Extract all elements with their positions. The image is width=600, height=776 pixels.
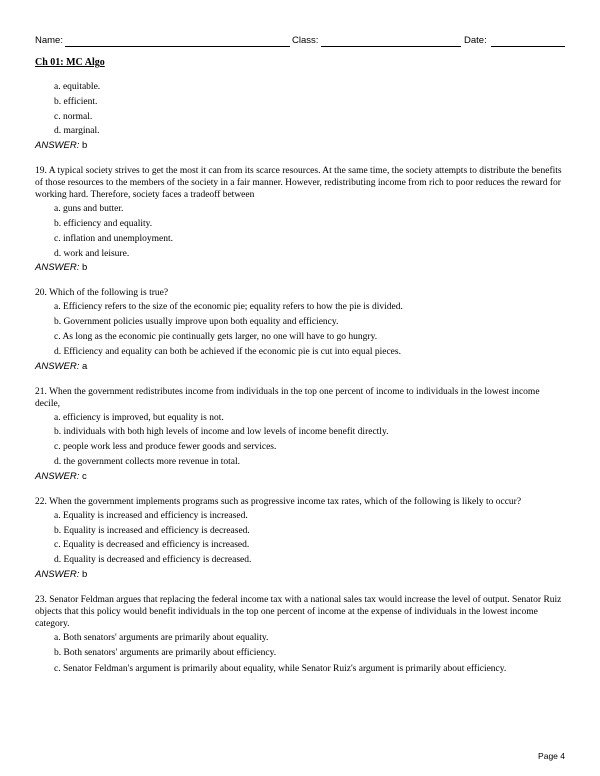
- answer-value: b: [81, 262, 88, 274]
- answer-label: ANSWER:: [35, 140, 80, 152]
- answer-option: c. people work less and produce fewer goods and services.: [54, 442, 277, 453]
- answer-option: d. marginal.: [54, 126, 100, 137]
- answer-option: c. Senator Feldman's argument is primarily about equality, while Senator Ruiz's argument is primarily about efficiency.: [54, 663, 507, 674]
- answer-option: a. efficiency is improved, but equality is not.: [54, 412, 224, 423]
- answer-option: d. work and leisure.: [54, 248, 130, 259]
- answer-option: a. Equality is increased and efficiency is increased.: [54, 510, 248, 521]
- name-label: Name:: [35, 35, 63, 46]
- class-label: Class:: [292, 35, 319, 46]
- answer-line: [35, 568, 565, 582]
- page-number: Page 4: [538, 751, 565, 761]
- answer-option: c. As long as the economic pie continually gets larger, no one will have to go hungry.: [54, 331, 378, 342]
- question-block: [35, 496, 565, 582]
- answer-option: b. efficiency and equality.: [54, 218, 153, 229]
- answer-value: a: [81, 360, 88, 372]
- answer-value: c: [81, 470, 87, 482]
- answer-option: d. Equality is decreased and efficiency is decreased.: [54, 555, 252, 566]
- answer-option: b. Equality is increased and efficiency is decreased.: [54, 525, 250, 536]
- answer-line: [35, 470, 565, 484]
- worksheet-header: [35, 35, 565, 49]
- answer-option: a. equitable.: [54, 82, 101, 92]
- class-blank: [321, 46, 461, 47]
- question-block: [35, 287, 565, 373]
- name-blank: [65, 46, 290, 47]
- answer-option: a. Efficiency refers to the size of the economic pie; equality refers to how the pie is divided.: [54, 302, 403, 313]
- question-block: [35, 165, 565, 275]
- answer-value: b: [81, 568, 88, 580]
- question-block: [35, 386, 565, 484]
- answer-option: a. Both senators' arguments are primarily about equality.: [54, 632, 269, 643]
- date-label: Date:: [464, 35, 487, 46]
- answer-label: ANSWER:: [35, 568, 80, 580]
- answer-line: [35, 261, 565, 275]
- answer-option: b. Government policies usually improve upon both equality and efficiency.: [54, 317, 339, 328]
- answer-label: ANSWER:: [35, 470, 80, 482]
- question-stem: 23. Senator Feldman argues that replacing the federal income tax with a national sales tax would increase the level of output. Senator Ruiz objects that this policy would benefit individuals in the top one percent of income at the expense of individuals in the lowest income category.: [35, 594, 562, 629]
- question-block: [35, 80, 565, 153]
- answer-option: c. normal.: [54, 111, 93, 122]
- question-stem: 21. When the government redistributes income from individuals in the top one percent of income to individuals in the lowest income decile,: [35, 386, 540, 409]
- answer-option: a. guns and butter.: [54, 204, 124, 215]
- answer-line: [35, 360, 565, 374]
- answer-option: b. individuals with both high levels of income and low levels of income benefit directly.: [54, 427, 389, 438]
- answer-option: d. the government collects more revenue in total.: [54, 456, 240, 467]
- answer-option: c. inflation and unemployment.: [54, 233, 173, 244]
- answer-line: [35, 139, 565, 153]
- question-stem: 20. Which of the following is true?: [35, 288, 169, 299]
- question-block: [35, 594, 565, 675]
- answer-option: b. Both senators' arguments are primarily about efficiency.: [54, 647, 277, 658]
- answer-option: d. Efficiency and equality can both be achieved if the economic pie is cut into equal pieces.: [54, 346, 401, 357]
- answer-option: c. Equality is decreased and efficiency is increased.: [54, 540, 250, 551]
- chapter-title: Ch 01: MC Algo: [35, 57, 105, 68]
- answer-label: ANSWER:: [35, 360, 80, 372]
- question-list: [35, 80, 565, 675]
- answer-label: ANSWER:: [35, 262, 80, 274]
- answer-option: b. efficient.: [54, 96, 98, 107]
- question-stem: 19. A typical society strives to get the most it can from its scarce resources. At the same time, the society attempts to distribute the benefits of those resources to the members of the society in a fair manner. However, redistributing income from rich to poor reduces the reward for working hard. Therefore, society faces a tradeoff between: [35, 166, 562, 201]
- question-stem: 22. When the government implements programs such as progressive income tax rates, which of the following is likely to occur?: [35, 496, 522, 507]
- date-blank: [491, 46, 565, 47]
- answer-value: b: [81, 140, 88, 152]
